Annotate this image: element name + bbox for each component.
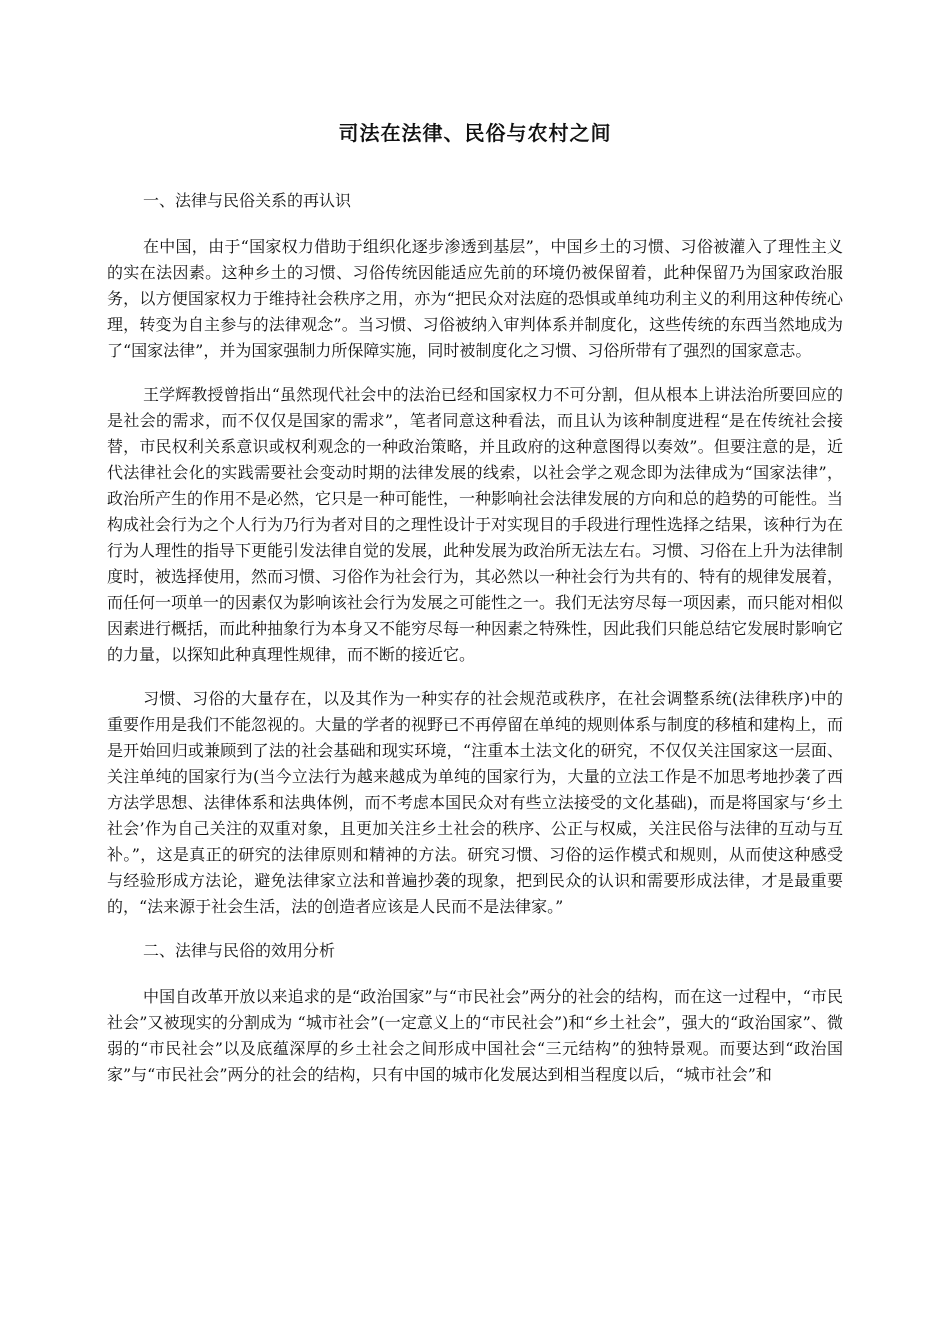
section-heading-1: 一、法律与民俗关系的再认识 — [143, 191, 352, 210]
body-paragraph: 王学辉教授曾指出“虽然现代社会中的法治已经和国家权力不可分割，但从根本上讲法治所要回应的是社会的需求，而不仅仅是国家的需求”，笔者同意这种看法，而且认为该种制度进程“是在传统社会接替，市民权利关系意识或权利观念的一种政治策略，并且政府的这种意图得以奏效”。但要注意的是，近代法律社会化的实践需要社会变动时期的法律发展的线索，以社会学之观念即为法律成为“国家法律”，政治所产生的作用不是必然，它只是一种可能性，一种影响社会法律发展的方向和总的趋势的可能性。当构成社会行为之个人行为乃行为者对目的之理性设计于对实现目的手段进行理性选择之结果，该种行为在行为人理性的指导下更能引发法律自觉的发展，此种发展为政治所无法左右。习惯、习俗在上升为法律制度时，被选择使用，然而习惯、习俗作为社会行为，其必然以一种社会行为共有的、特有的规律发展着，而任何一项单一的因素仅为影响该社会行为发展之可能性之一。我们无法穷尽每一项因素，而只能对相似因素进行概括，而此种抽象行为本身又不能穷尽每一种因素之特殊性，因此我们只能总结它发展时影响它的力量，以探知此种真理性规律，而不断的接近它。 — [107, 385, 844, 664]
document-page — [107, 118, 843, 1106]
body-paragraph: 在中国，由于“国家权力借助于组织化逐步渗透到基层”，中国乡土的习惯、习俗被灌入了理性主义的实在法因素。这种乡土的习惯、习俗传统因能适应先前的环境仍被保留着，此种保留乃为国家政治服务，以方便国家权力于维持社会秩序之用，亦为“把民众对法庭的恐惧或单纯功利主义的利用这种传统心理，转变为自主参与的法律观念”。当习惯、习俗被纳入审判体系并制度化，这些传统的东西当然地成为了“国家法律”，并为国家强制力所保障实施，同时被制度化之习惯、习俗所带有了强烈的国家意志。 — [107, 237, 843, 360]
document-title: 司法在法律、民俗与农村之间 — [338, 121, 612, 145]
section-heading-2: 二、法律与民俗的效用分析 — [143, 941, 336, 960]
body-paragraph: 习惯、习俗的大量存在，以及其作为一种实存的社会规范或秩序，在社会调整系统(法律秩序)中的重要作用是我们不能忽视的。大量的学者的视野已不再停留在单纯的规则体系与制度的移植和建构上，而是开始回归或兼顾到了法的社会基础和现实环境，“注重本土法文化的研究，不仅仅关注国家这一层面、关注单纯的国家行为(当今立法行为越来越成为单纯的国家行为，大量的立法工作是不加思考地抄袭了西方法学思想、法律体系和法典体例，而不考虑本国民众对有些立法接受的文化基础)，而是将国家与‘乡土社会’作为自己关注的双重对象，且更加关注乡土社会的秩序、公正与权威，关注民俗与法律的互动与互补。”，这是真正的研究的法律原则和精神的方法。研究习惯、习俗的运作模式和规则，从而使这种感受与经验形成方法论，避免法律家立法和普遍抄袭的现象，把到民众的认识和需要形成法律，才是最重要的，“法来源于社会生活，法的创造者应该是人民而不是法律家。” — [107, 689, 844, 916]
body-paragraph: 中国自改革开放以来追求的是“政治国家”与“市民社会”两分的社会的结构，而在这一过程中，“市民社会”又被现实的分割成为 “城市社会”(一定意义上的“市民社会”)和“乡土社会”，强大的“政治国家”、微弱的“市民社会”以及底蕴深厚的乡土社会之间形成中国社会“三元结构”的独特景观。而要达到“政治国家”与“市民社会”两分的社会的结构，只有中国的城市化发展达到相当程度以后，“城市社会”和 — [107, 987, 843, 1084]
